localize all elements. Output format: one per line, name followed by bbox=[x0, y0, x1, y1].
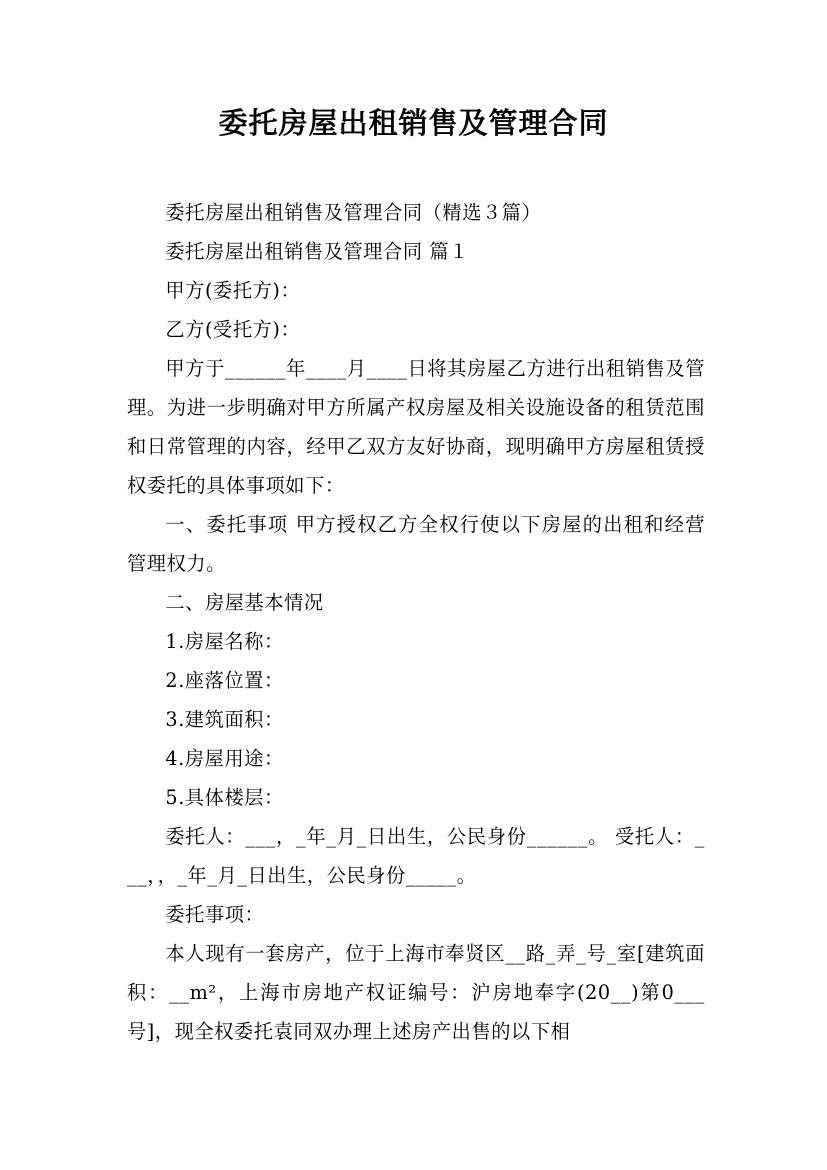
paragraph-party-b: 乙方(受托方)： bbox=[165, 318, 301, 341]
paragraph-property-statement: 本人现有一套房产，位于上海市奉贤区__路_弄_号_室[建筑面积：__m²，上海市房地产权证编号：沪房地奉字(20__)第0___号]，现全权委托袁同双办理上述房产出售的以下相 bbox=[127, 942, 705, 1043]
paragraph-item-1: 1.房屋名称： bbox=[165, 630, 284, 653]
paragraph-item-3: 3.建筑面积： bbox=[165, 708, 284, 731]
paragraph-principal-agent: 委托人：___，_年_月_日出生，公民身份______。 受托人：___，，_年_月_日出生，公民身份_____。 bbox=[127, 825, 705, 887]
paragraph-entrusted-matters: 委托事项： bbox=[165, 903, 265, 926]
paragraph-party-a: 甲方(委托方)： bbox=[165, 279, 301, 302]
paragraph-item-2: 2.座落位置： bbox=[165, 669, 284, 692]
paragraph-article-heading: 委托房屋出租销售及管理合同 篇１ bbox=[165, 240, 469, 263]
paragraph-section-1: 一、委托事项 甲方授权乙方全权行使以下房屋的出租和经营管理权力。 bbox=[127, 513, 705, 575]
paragraph-preamble: 甲方于______年____月____日将其房屋乙方进行出租销售及管理。为进一步明确对甲方所属产权房屋及相关设施设备的租赁范围和日常管理的内容，经甲乙双方友好协商，现明确甲方房屋租赁授权委托的具体事项如下： bbox=[127, 357, 705, 497]
paragraph-section-2-heading: 二、房屋基本情况 bbox=[165, 591, 324, 614]
paragraph-subtitle: 委托房屋出租销售及管理合同（精选３篇） bbox=[165, 201, 542, 224]
paragraph-item-5: 5.具体楼层： bbox=[165, 786, 284, 809]
document-title: 委托房屋出租销售及管理合同 bbox=[218, 106, 609, 140]
document-body bbox=[127, 193, 705, 1051]
paragraph-item-4: 4.房屋用途： bbox=[165, 747, 284, 770]
